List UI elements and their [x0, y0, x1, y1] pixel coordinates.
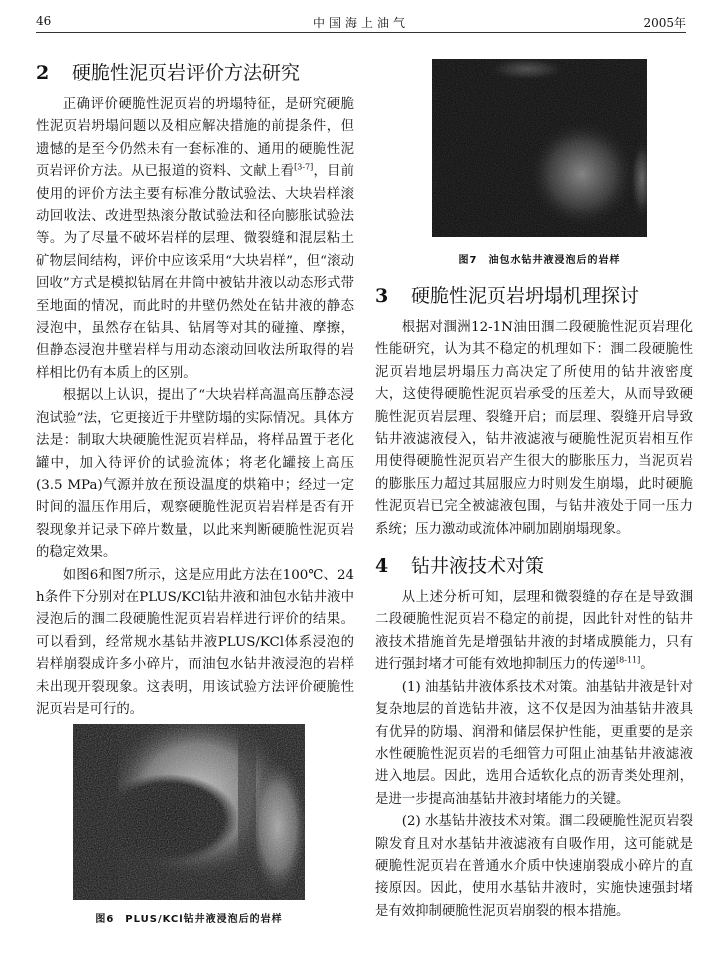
section-4-heading: [375, 553, 693, 579]
publication-year: 2005年: [643, 16, 686, 30]
paragraph: (2) 水基钻井液技术对策。涠二段硬脆性泥页岩裂隙发育且对水基钻井液滤液有自吸作用，这可能就是硬脆性泥页岩在普通水介质中快速崩裂成小碎片的直接原因。因此，使用水基钻井液时，实施快速强封堵是有效抑制硬脆性泥页岩崩裂的根本措施。: [375, 814, 693, 919]
rock-sample-image: [73, 724, 305, 900]
citation: [3-7]: [294, 162, 314, 172]
figure-6: [73, 724, 305, 925]
section-number: 2: [36, 62, 50, 84]
paragraph: [375, 587, 693, 677]
citation: [8-11]: [616, 655, 641, 665]
right-column: [375, 283, 693, 923]
paragraph: (1) 油基钻井液体系技术对策。油基钻井液是针对复杂地层的首选钻井液，这不仅是因为油基钻井液具有优异的防塌、润滑和储层保护性能，更重要的是亲水性硬脆性泥页岩的毛细管力可阻止油基钻井液滤液进入地层。因此，选用合适软化点的沥青类处理剂，是进一步提高油基钻井液封堵能力的关键。: [375, 679, 693, 807]
section-2-heading: [36, 60, 354, 86]
paragraph: 如图6和图7所示，这是应用此方法在100℃、24 h条件下分别对在PLUS/KCl钻井液和油包水钻井液中浸泡后的涠二段硬脆性泥页岩岩样进行评价的结果。可以看到，经常规水基钻井液PLUS/KCl体系浸泡的岩样崩裂成许多小碎片，而油包水钻井液浸泡的岩样未出现开裂现象。这表明，用该试验方法评价硬脆性泥页岩是可行的。: [36, 567, 354, 717]
paragraph-text: 从上述分析可知，层理和微裂缝的存在是导致涠二段硬脆性泥页岩不稳定的前提，因此针对性的钻井液技术措施首先是增强钻井液的封堵成膜能力，只有进行强封堵才可能有效地抑制压力的传递: [375, 590, 693, 673]
paragraph-text: 。: [640, 657, 654, 673]
figure-caption: 图6 PLUS/KCl钻井液浸泡后的岩样: [95, 914, 283, 925]
section-3-heading: [375, 283, 693, 309]
header-rule: [36, 32, 686, 33]
section-title: 钻井液技术对策: [411, 555, 545, 578]
section-number: 3: [375, 285, 389, 307]
rock-sample-photo: [73, 724, 305, 900]
rock-sample-photo: [432, 59, 647, 237]
paragraph-text: ，目前使用的评价方法主要有标准分散试验法、大块岩样滚动回收法、改进型热滚分散试验法和径向膨胀试验法等。为了尽量不破坏岩样的层理、微裂缝和混层粘土矿物层间结构，评价中应该采用“大块岩样”，但“滚动回收”方式是模拟钻屑在井筒中被钻井液以动态形式带至地面的情况，而此时的井壁仍然处在钻井液的静态浸泡中，虽然存在钻具、钻屑等对其的碰撞、摩擦，但静态浸泡井壁岩样与用动态滚动回收法所取得的岩样相比仍有本质上的区别。: [36, 164, 355, 381]
rock-sample-image: [432, 59, 647, 237]
left-column: [36, 60, 354, 721]
figure-caption: 图7 油包水钻井液浸泡后的岩样: [458, 255, 621, 266]
paragraph-text: 正确评价硬脆性泥页岩的坍塌特征，是研究硬脆性泥页岩坍塌问题以及相应解决措施的前提条件，但遗憾的是至今仍然未有一套标准的、通用的硬脆性泥页岩评价方法。从已报道的资料、文献上看: [36, 97, 354, 180]
running-header: [36, 10, 686, 32]
paragraph: 根据对涠洲12-1N油田涠二段硬脆性泥页岩理化性能研究，认为其不稳定的机理如下：涠二段硬脆性泥页岩地层坍塌压力高决定了所使用的钻井液密度大，这使得硬脆性泥页岩承受的压差大，从而导致硬脆性泥页岩层理、裂缝开启；而层理、裂缝开启导致钻井液滤液侵入，钻井液滤液与硬脆性泥页岩相互作用使得硬脆性泥页岩产生很大的膨胀压力，当泥页岩的膨胀压力超过其屈服应力时则发生崩塌，此时硬脆性泥页岩已完全被滤液包围，与钻井液处于同一压力系统；压力激动或流体冲刷加剧崩塌现象。: [375, 320, 693, 537]
section-title: 硬脆性泥页岩坍塌机理探讨: [411, 285, 640, 307]
journal-title: 中国海上油气: [312, 16, 409, 30]
figure-7: [432, 59, 647, 266]
section-number: 4: [375, 555, 389, 578]
page-number: 46: [36, 14, 52, 28]
paragraph: [36, 94, 354, 385]
section-title: 硬脆性泥页岩评价方法研究: [72, 62, 301, 84]
paragraph: 根据以上认识，提出了“大块岩样高温高压静态浸泡试验”法，它更接近于井壁防塌的实际情况。具体方法是：制取大块硬脆性泥页岩样品，将样品置于老化罐中，加入待评价的试验流体；将老化罐接上高压(3.5 MPa)气源并放在预设温度的烘箱中；经过一定时间的温压作用后，观察硬脆性泥页岩岩样是否有开裂现象并记录下碎片数量，以此来判断硬脆性泥页岩的稳定效果。: [36, 388, 354, 561]
